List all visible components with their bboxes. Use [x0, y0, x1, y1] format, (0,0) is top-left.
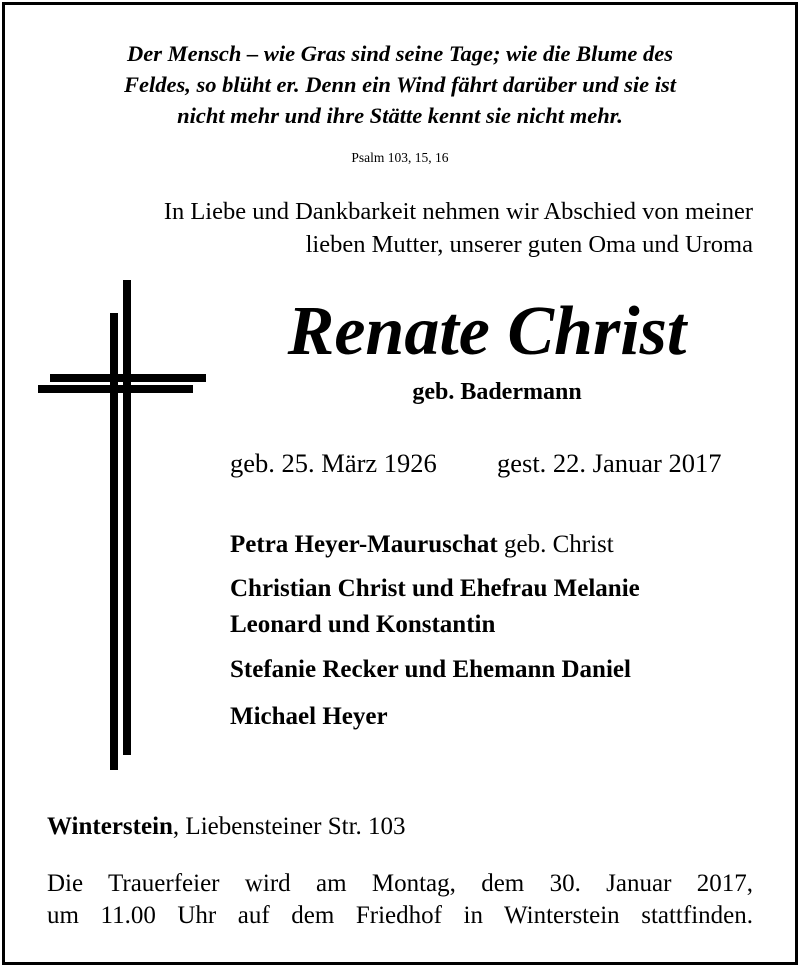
psalm-line-2: Feldes, so blüht er. Denn ein Wind fährt darüber und sie ist	[124, 72, 676, 97]
death-date: gest. 22. Januar 2017	[497, 448, 722, 478]
service-line-2: um 11.00 Uhr auf dem Friedhof in Winterstein stattfinden.	[47, 902, 753, 929]
address	[47, 813, 406, 841]
family-entry-4	[230, 701, 388, 733]
psalm-line-1: Der Mensch – wie Gras sind seine Tage; wie die Blume des	[126, 41, 674, 66]
psalm-line-3: nicht mehr und ihre Stätte kennt sie nicht mehr.	[177, 103, 623, 128]
maiden-name: geb. Badermann	[412, 379, 582, 405]
service-line-1: Die Trauerfeier wird am Montag, dem 30. Januar 2017,	[47, 870, 753, 897]
double-cross-icon	[36, 280, 206, 770]
service-info	[47, 868, 753, 932]
family-entry-1-name: Petra Heyer-Mauruschat	[230, 531, 498, 558]
family-entry-1	[230, 529, 614, 561]
address-town: Winterstein	[47, 813, 173, 840]
family-entry-4-text: Michael Heyer	[230, 703, 388, 730]
address-street: , Liebensteiner Str. 103	[172, 813, 406, 840]
psalm-reference: Psalm 103, 15, 16	[351, 150, 449, 165]
intro-line-2: lieben Mutter, unserer guten Oma und Uroma	[305, 231, 753, 258]
birth-date: geb. 25. März 1926	[230, 448, 437, 478]
family-entry-2-text-2: Leonard und Konstantin	[230, 611, 496, 638]
family-entry-2-line-1	[230, 573, 640, 605]
family-entry-3-text: Stefanie Recker und Ehemann Daniel	[230, 656, 631, 683]
family-entry-2-text-1: Christian Christ und Ehefrau Melanie	[230, 575, 640, 602]
family-entry-2-line-2	[230, 609, 495, 641]
deceased-name: Renate Christ	[287, 293, 687, 370]
intro-line-1: In Liebe und Dankbarkeit nehmen wir Abschied von meiner	[163, 198, 753, 225]
family-entry-1-suffix: geb. Christ	[497, 531, 614, 558]
family-entry-3	[230, 654, 631, 686]
